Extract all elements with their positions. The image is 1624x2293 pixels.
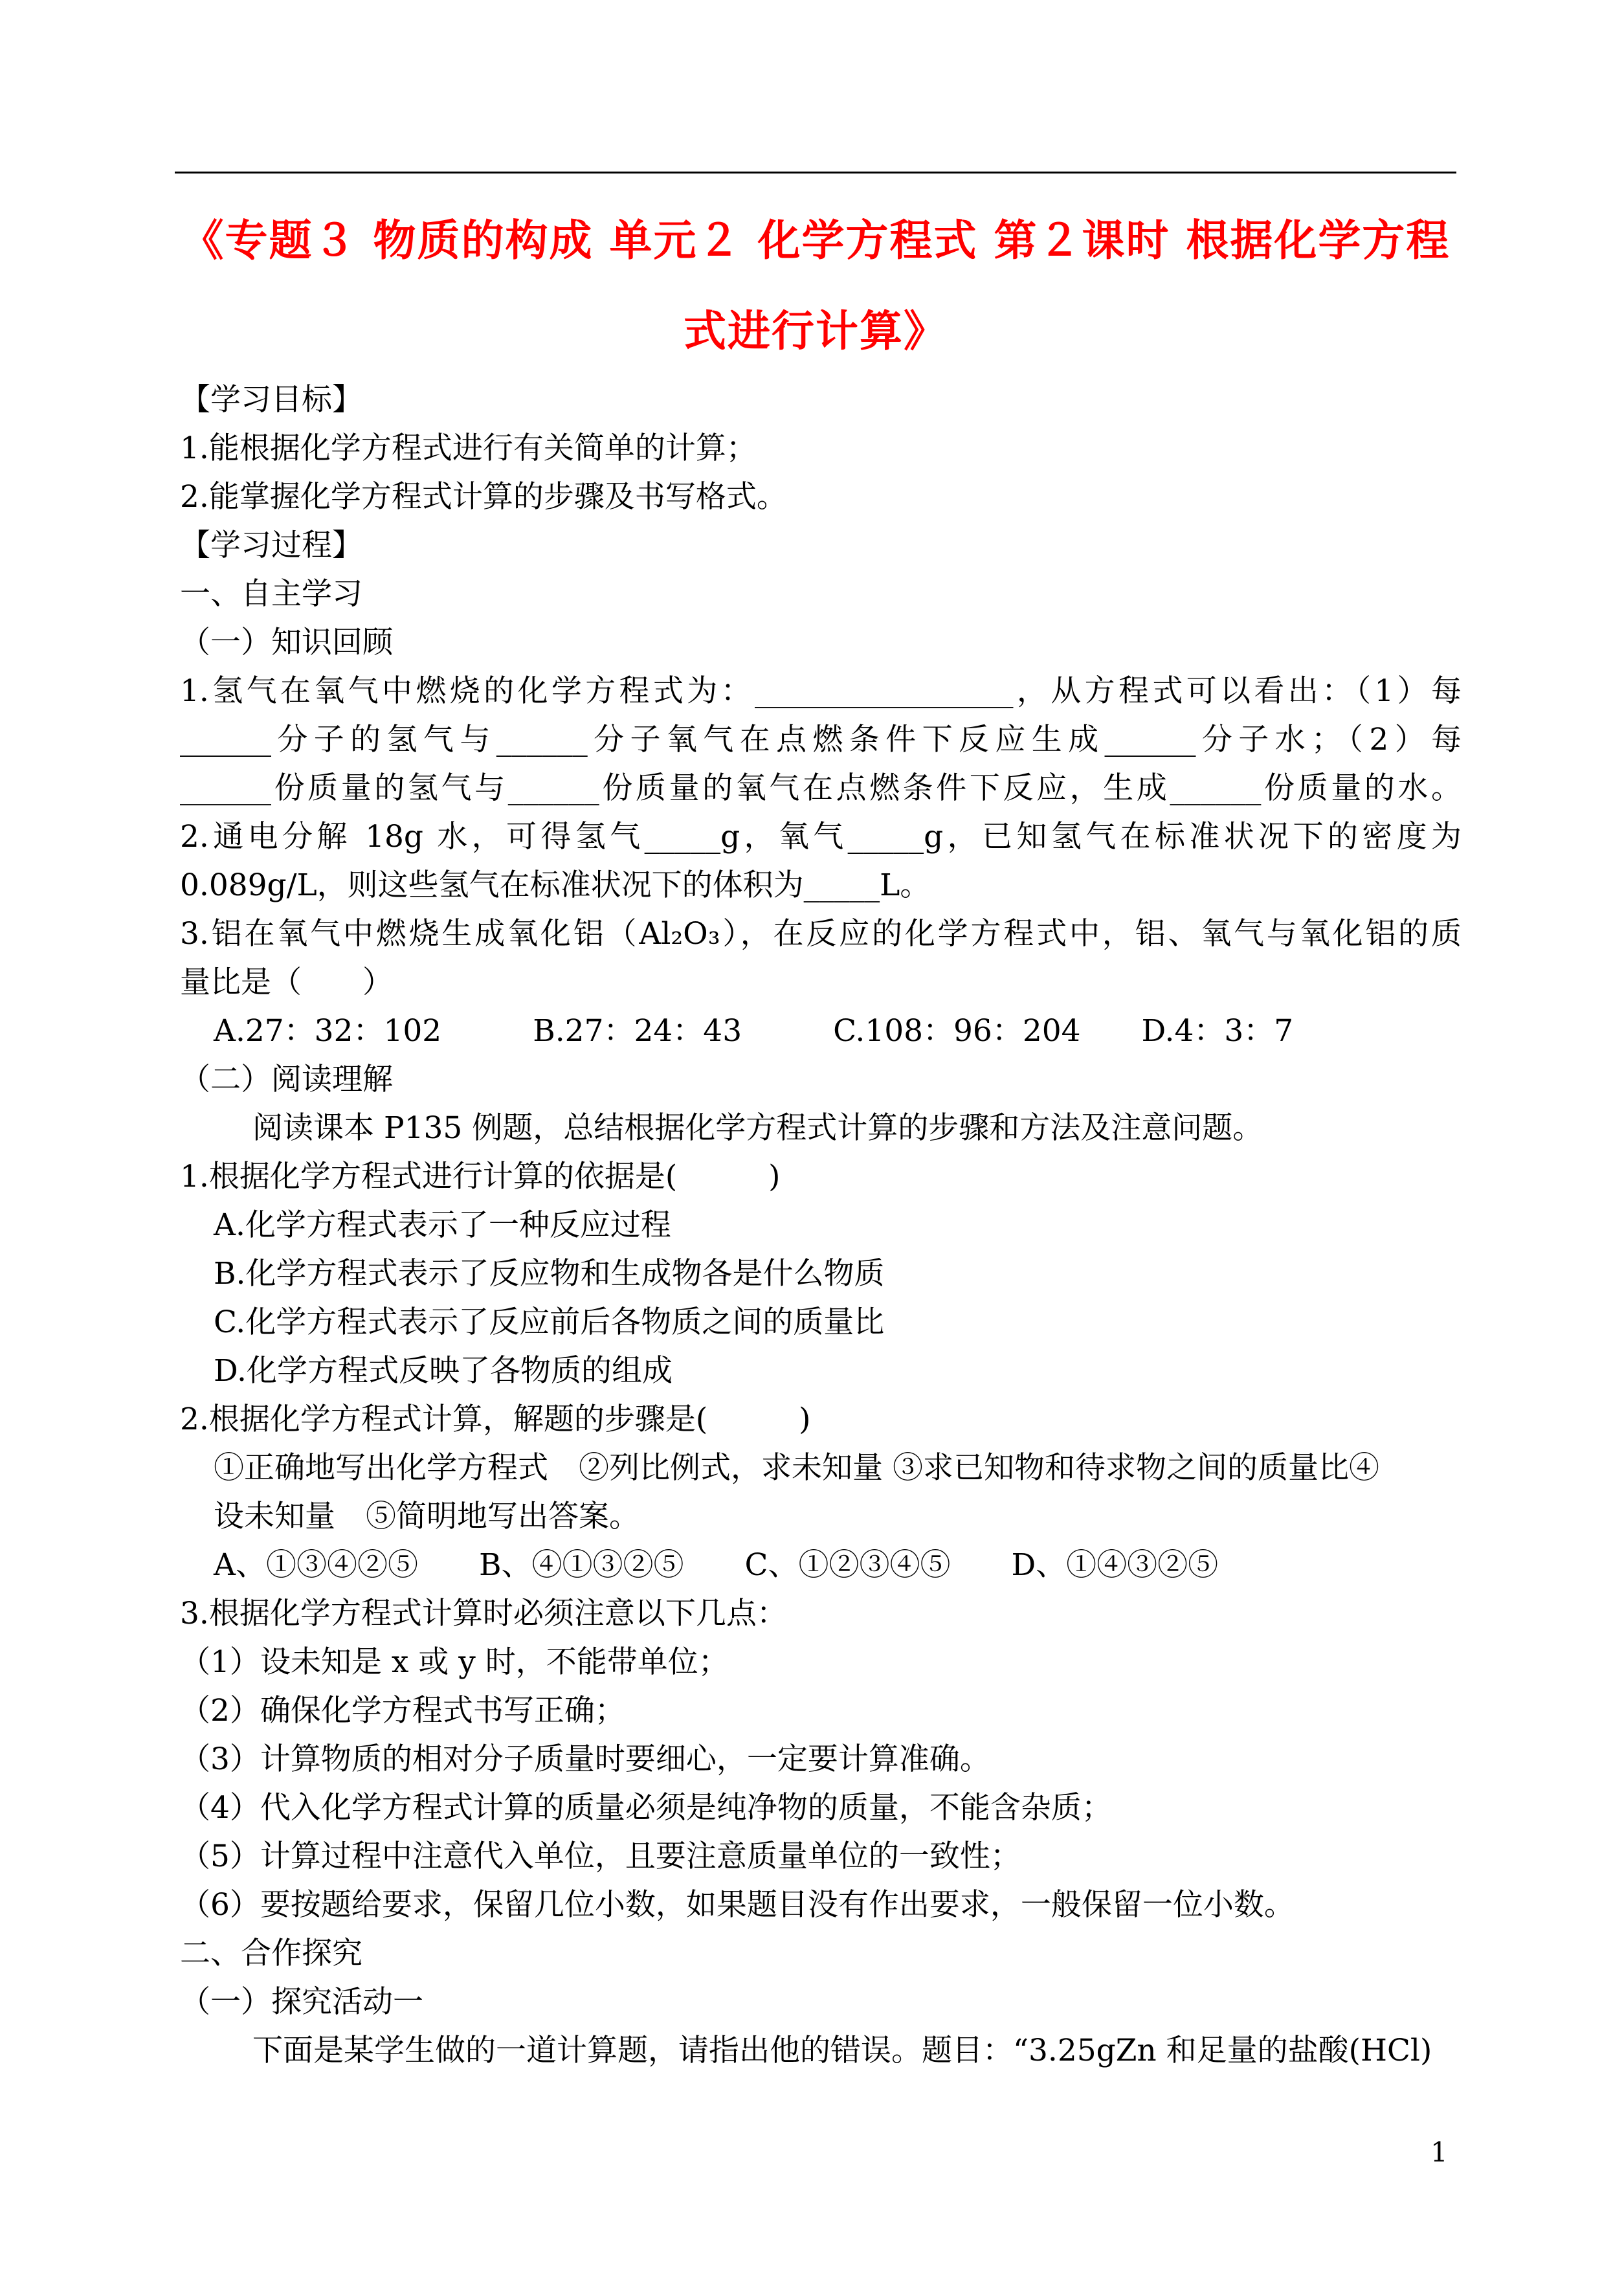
answer-option: B.化学方程式表示了反应物和生成物各是什么物质: [214, 1256, 885, 1292]
subsection-heading: （一）知识回顾: [180, 625, 393, 660]
question-line: 量比是（ ）: [180, 965, 393, 1000]
question-line: 2.通电分解 18g 水，可得氢气_____g，氧气_____g，已知氢气在标准状况下的密度为: [180, 819, 1462, 855]
note-item: （3）计算物质的相对分子质量时要细心，一定要计算准确。: [180, 1741, 990, 1777]
document-title-line1: 《专题３ 物质的构成 单元２ 化学方程式 第２课时 根据化学方程: [181, 216, 1451, 265]
answer-options: A、①③④②⑤ B、④①③②⑤ C、①②③④⑤ D、①④③②⑤: [214, 1547, 1219, 1583]
question-line: ______分子的氢气与______分子氧气在点燃条件下反应生成______分子水；（2）每: [180, 722, 1462, 757]
question-line: 3.铝在氧气中燃烧生成氧化铝（Al₂O₃），在反应的化学方程式中，铝、氧气与氧化铝的质: [180, 916, 1462, 952]
section-heading: 【学习目标】: [180, 382, 362, 418]
question-line: 1.氢气在氧气中燃烧的化学方程式为：_________________，从方程式可以看出：（1）每: [180, 673, 1462, 709]
answer-option: A.化学方程式表示了一种反应过程: [214, 1207, 671, 1243]
note-item: （5）计算过程中注意代入单位，且要注意质量单位的一致性；: [180, 1839, 1021, 1874]
question-line: 2.根据化学方程式计算，解题的步骤是( ): [180, 1402, 811, 1437]
section-heading: 【学习过程】: [180, 528, 362, 563]
subsection-heading: 一、自主学习: [180, 576, 362, 612]
note-item: （1）设未知是 x 或 y 时，不能带单位；: [180, 1644, 729, 1680]
header-rule: [175, 172, 1456, 173]
question-line: 3.根据化学方程式计算时必须注意以下几点：: [180, 1596, 787, 1631]
note-item: （6）要按题给要求，保留几位小数，如果题目没有作出要求，一般保留一位小数。: [180, 1887, 1295, 1923]
note-item: （2）确保化学方程式书写正确；: [180, 1693, 625, 1728]
question-line: ______份质量的氢气与______份质量的氧气在点燃条件下反应，生成______份质量的水。: [180, 770, 1462, 806]
answer-option: D.化学方程式反映了各物质的组成: [214, 1353, 673, 1389]
paragraph-line: 阅读课本 P135 例题，总结根据化学方程式计算的步骤和方法及注意问题。: [252, 1110, 1263, 1146]
paragraph-line: 下面是某学生做的一道计算题，请指出他的错误。题目：“3.25gZn 和足量的盐酸(HCl): [252, 2033, 1432, 2068]
subsection-heading: （二）阅读理解: [180, 1062, 393, 1097]
objective-item: 1.能根据化学方程式进行有关简单的计算；: [180, 431, 757, 466]
objective-item: 2.能掌握化学方程式计算的步骤及书写格式。: [180, 479, 787, 515]
steps-line: ①正确地写出化学方程式 ②列比例式，求未知量 ③求已知物和待求物之间的质量比④: [214, 1450, 1379, 1486]
answer-options: A.27：32：102 B.27：24：43 C.108：96：204 D.4：3：7: [214, 1013, 1294, 1049]
steps-line: 设未知量 ⑤简明地写出答案。: [214, 1499, 640, 1534]
section-heading: 二、合作探究: [180, 1936, 362, 1971]
page-number: 1: [1430, 2136, 1448, 2168]
answer-option: C.化学方程式表示了反应前后各物质之间的质量比: [214, 1304, 885, 1340]
subsection-heading: （一）探究活动一: [180, 1984, 423, 2020]
document-title-line2: 式进行计算》: [684, 306, 948, 356]
note-item: （4）代入化学方程式计算的质量必须是纯净物的质量，不能含杂质；: [180, 1790, 1112, 1826]
question-line: 0.089g/L，则这些氢气在标准状况下的体积为_____L。: [180, 867, 931, 903]
question-line: 1.根据化学方程式进行计算的依据是( ): [180, 1159, 781, 1194]
